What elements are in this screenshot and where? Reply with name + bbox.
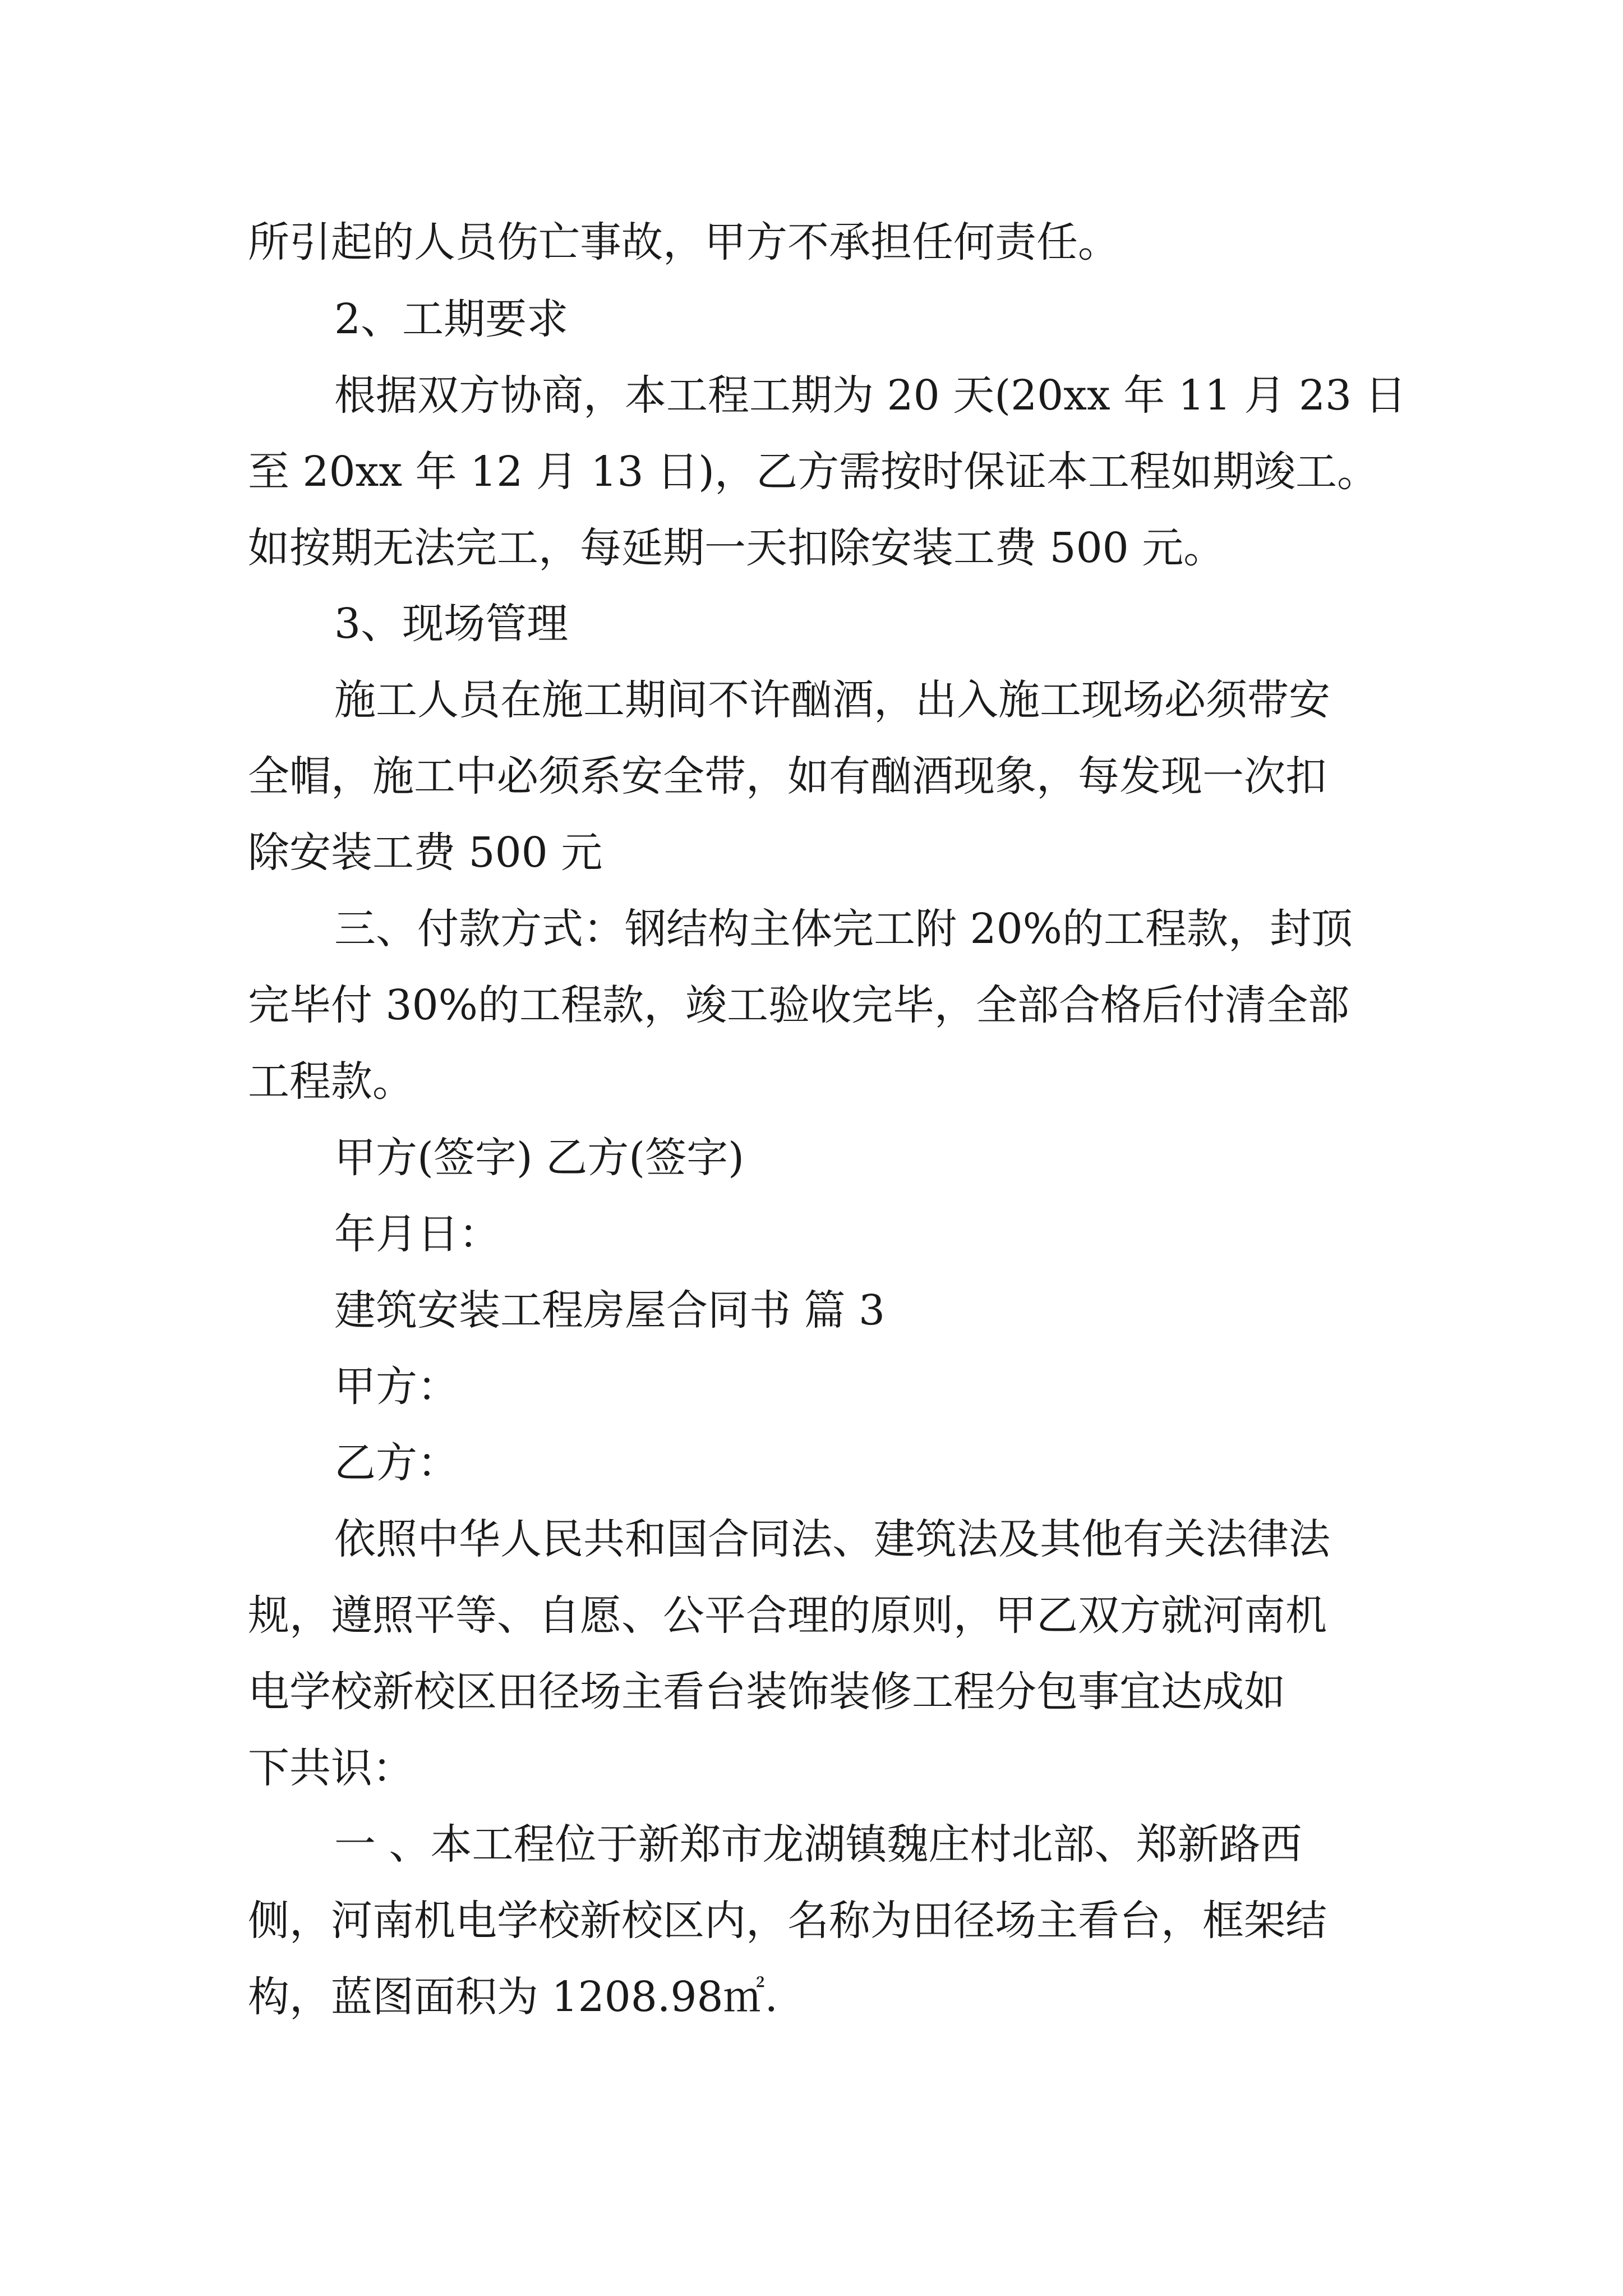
- body-text-line: 电学校新校区田径场主看台装饰装修工程分包事宜达成如: [248, 1668, 1285, 1716]
- party-a-line: 甲方：: [334, 1363, 459, 1411]
- section-heading: 3、现场管理: [334, 600, 569, 648]
- party-b-line: 乙方：: [334, 1439, 459, 1487]
- body-text-line: 三、付款方式：钢结构主体完工附 20%的工程款，封顶: [334, 905, 1353, 953]
- document-title: 建筑安装工程房屋合同书 篇 3: [334, 1286, 886, 1335]
- body-text-line: 除安装工费 500 元: [248, 829, 603, 877]
- body-text-line: 施工人员在施工期间不许酗酒，出入施工现场必须带安: [334, 676, 1330, 724]
- body-text-line: 侧，河南机电学校新校区内，名称为田径场主看台，框架结: [248, 1897, 1327, 1945]
- signature-line: 甲方(签字) 乙方(签字): [334, 1134, 745, 1182]
- body-text-line: 依照中华人民共和国合同法、建筑法及其他有关法律法: [334, 1515, 1330, 1563]
- body-text-line: 下共识：: [248, 1744, 414, 1792]
- body-text-line: 完毕付 30%的工程款，竣工验收完毕，全部合格后付清全部: [248, 981, 1349, 1029]
- body-text-line: 根据双方协商，本工程工期为 20 天(20xx 年 11 月 23 日: [334, 371, 1407, 420]
- body-text-line: 所引起的人员伤亡事故，甲方不承担任何责任。: [248, 218, 1119, 266]
- body-text-line: 工程款。: [248, 1057, 414, 1106]
- section-heading: 2、工期要求: [334, 295, 569, 343]
- body-text-line: 一 、本工程位于新郑市龙湖镇魏庄村北部、郑新路西: [334, 1820, 1302, 1869]
- body-text-line: 至 20xx 年 12 月 13 日)，乙方需按时保证本工程如期竣工。: [248, 448, 1378, 496]
- body-text-line: 规，遵照平等、自愿、公平合理的原则，甲乙双方就河南机: [248, 1591, 1327, 1640]
- body-text-line: 如按期无法完工，每延期一天扣除安装工费 500 元。: [248, 524, 1225, 572]
- date-line: 年月日：: [334, 1210, 500, 1258]
- body-text-line: 构，蓝图面积为 1208.98㎡.: [248, 1973, 778, 2021]
- body-text-line: 全帽，施工中必须系安全带，如有酗酒现象，每发现一次扣: [248, 752, 1327, 800]
